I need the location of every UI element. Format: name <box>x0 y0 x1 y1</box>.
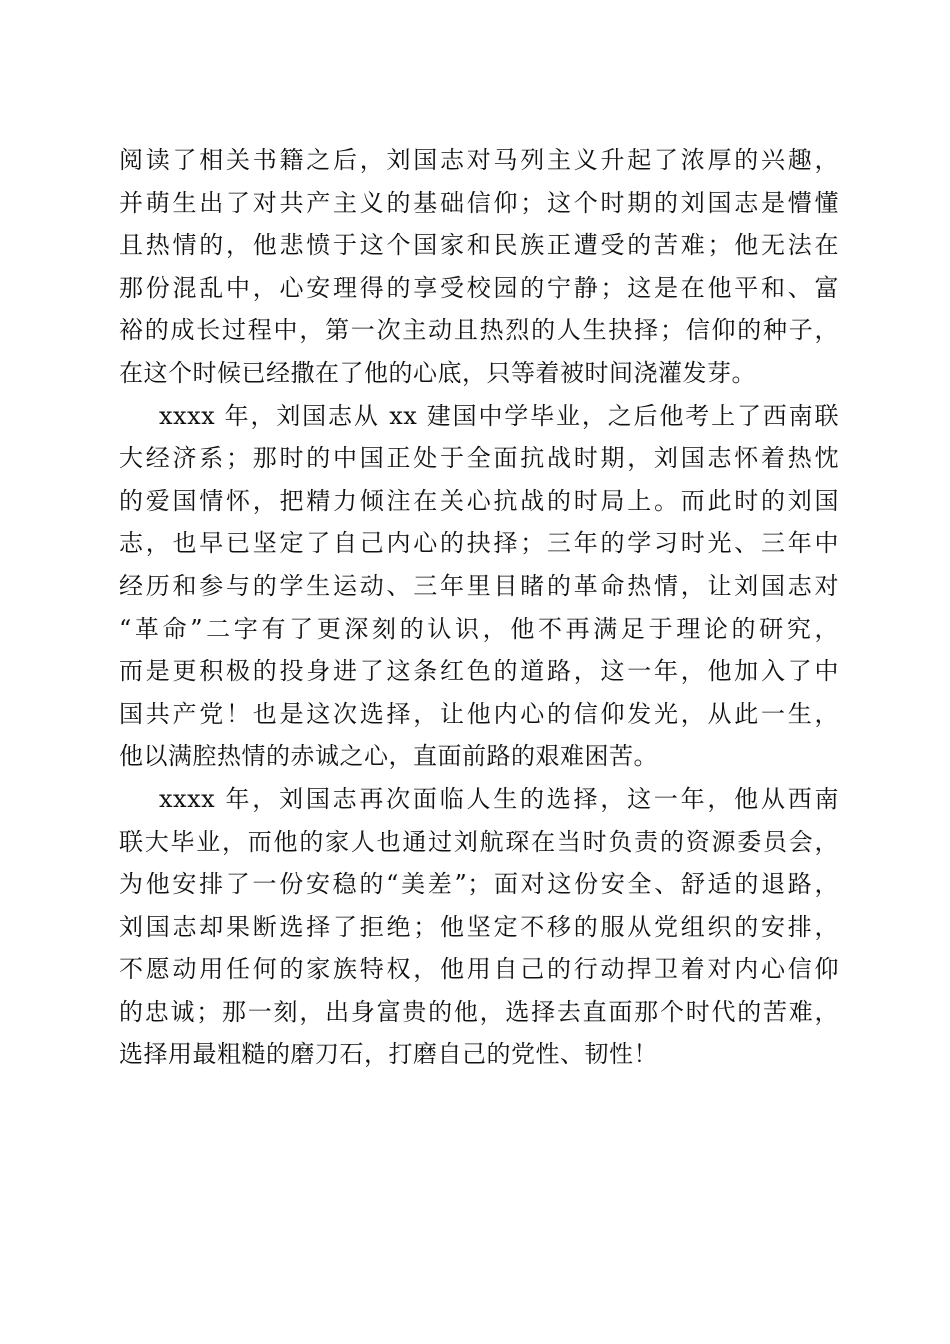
paragraph-line: 大经济系；那时的中国正处于全面抗战时期，刘国志怀着热忱 <box>119 444 839 473</box>
paragraph-line: 并萌生出了对共产主义的基础信仰；这个时期的刘国志是懵懂 <box>119 188 839 217</box>
paragraph-line: 选择用最粗糙的磨刀石，打磨自己的党性、韧性！ <box>119 1040 658 1069</box>
paragraph-1 <box>119 139 839 395</box>
paragraph-line: 联大毕业，而他的家人也通过刘航琛在当时负责的资源委员会， <box>119 827 839 856</box>
paragraph-line: 的爱国情怀，把精力倾注在关心抗战的时局上。而此时的刘国 <box>119 486 839 515</box>
paragraph-line: 在这个时候已经撒在了他的心底，只等着被时间浇灌发芽。 <box>119 358 756 387</box>
paragraph-line: 他以满腔热情的赤诚之心，直面前路的艰难困苦。 <box>119 742 658 771</box>
paragraph-line: 的忠诚；那一刻，出身富贵的他，选择去直面那个时代的苦难， <box>119 997 839 1026</box>
paragraph-line: 为他安排了一份安稳的“美差”；面对这份安全、舒适的退路， <box>119 870 839 899</box>
paragraph-line: 裕的成长过程中，第一次主动且热烈的人生抉择；信仰的种子， <box>119 316 839 345</box>
paragraph-3 <box>119 778 839 1076</box>
document-body <box>119 139 839 1076</box>
paragraph-line: 那份混乱中，心安理得的享受校园的宁静；这是在他平和、富 <box>119 273 839 302</box>
paragraph-line: xxxx 年，刘国志从 xx 建国中学毕业，之后他考上了西南联 <box>159 401 839 430</box>
paragraph-line: “革命”二字有了更深刻的认识，他不再满足于理论的研究， <box>119 614 839 643</box>
paragraph-line: xxxx 年，刘国志再次面临人生的选择，这一年，他从西南 <box>159 784 839 813</box>
paragraph-2 <box>119 395 839 778</box>
paragraph-line: 经历和参与的学生运动、三年里目睹的革命热情，让刘国志对 <box>119 571 839 600</box>
paragraph-line: 刘国志却果断选择了拒绝；他坚定不移的服从党组织的安排， <box>119 912 839 941</box>
paragraph-line: 国共产党！也是这次选择，让他内心的信仰发光，从此一生， <box>119 699 839 728</box>
paragraph-line: 且热情的，他悲愤于这个国家和民族正遭受的苦难；他无法在 <box>119 231 839 260</box>
paragraph-line: 志，也早已坚定了自己内心的抉择；三年的学习时光、三年中 <box>119 529 839 558</box>
paragraph-line: 阅读了相关书籍之后，刘国志对马列主义升起了浓厚的兴趣， <box>119 146 839 174</box>
paragraph-line: 而是更积极的投身进了这条红色的道路，这一年，他加入了中 <box>119 657 839 686</box>
paragraph-line: 不愿动用任何的家族特权，他用自己的行动捍卫着对内心信仰 <box>119 955 839 984</box>
